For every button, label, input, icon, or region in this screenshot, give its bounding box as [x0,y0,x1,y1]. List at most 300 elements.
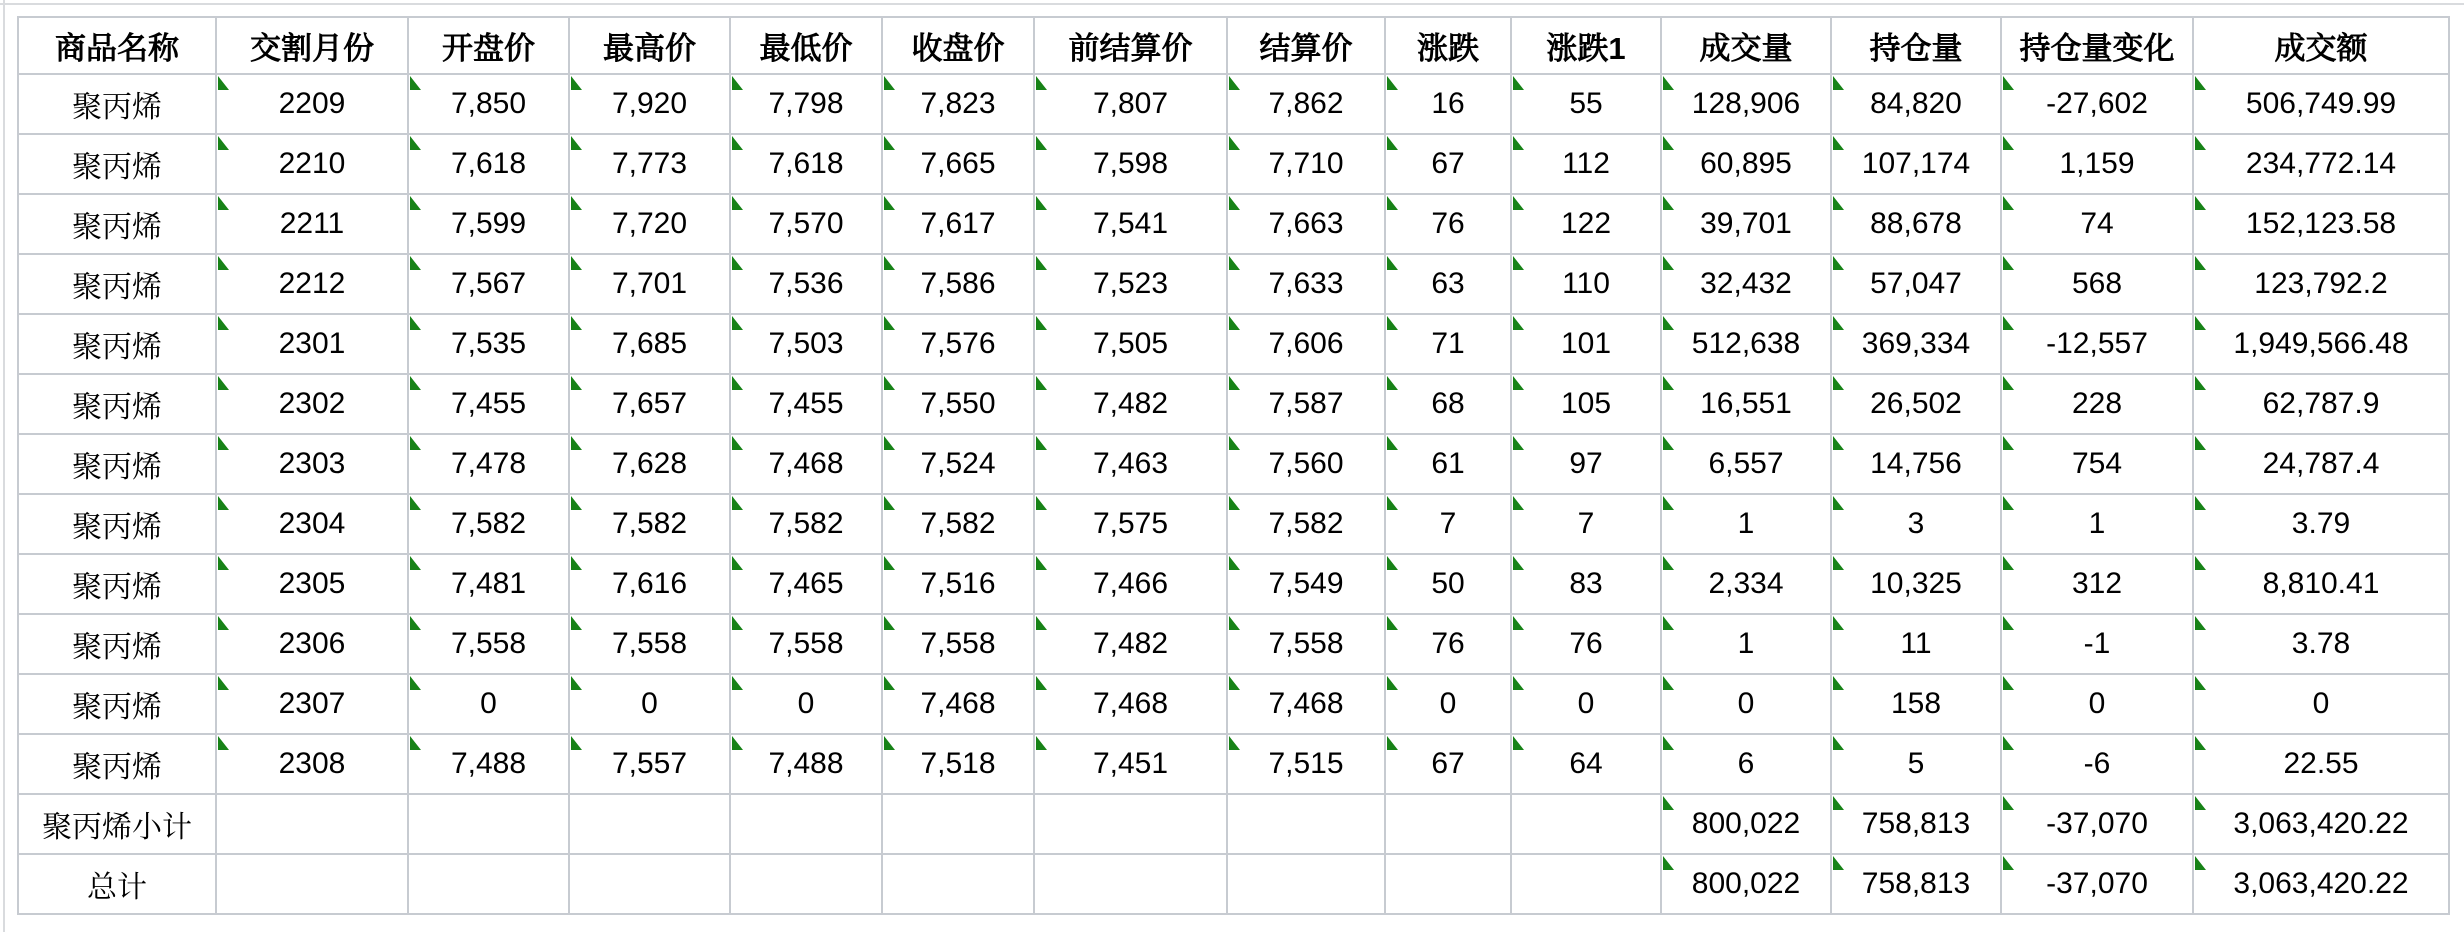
cell[interactable] [1385,854,1511,914]
cell[interactable] [569,434,730,494]
error-flag-triangle-icon [1036,436,1047,450]
cell[interactable] [216,254,408,314]
cell[interactable] [1511,434,1661,494]
cell[interactable] [216,554,408,614]
cell[interactable] [18,614,216,674]
cell[interactable] [569,734,730,794]
error-flag-triangle-icon [571,316,582,330]
cell[interactable] [1385,434,1511,494]
cell[interactable] [882,314,1034,374]
cell[interactable] [569,614,730,674]
column-header[interactable]: 商品名称 [18,17,216,74]
column-header[interactable]: 开盘价 [408,17,569,74]
error-flag-triangle-icon [884,676,895,690]
cell-value: 7,618 [768,147,844,180]
cell[interactable] [882,674,1034,734]
cell[interactable] [1511,494,1661,554]
cell[interactable] [1661,254,1831,314]
error-flag-triangle-icon [410,736,421,750]
cell[interactable] [569,374,730,434]
column-header[interactable]: 持仓量 [1831,17,2001,74]
cell[interactable] [569,794,730,854]
cell[interactable] [1661,434,1831,494]
cell[interactable] [408,794,569,854]
column-header[interactable]: 前结算价 [1034,17,1227,74]
cell[interactable] [569,674,730,734]
cell[interactable] [1227,374,1385,434]
cell[interactable] [1831,554,2001,614]
cell-value: 67 [1431,747,1465,780]
cell[interactable] [1511,614,1661,674]
error-flag-triangle-icon [1663,76,1674,90]
cell[interactable] [1034,194,1227,254]
error-flag-triangle-icon [1229,616,1240,630]
error-flag-triangle-icon [571,496,582,510]
error-flag-triangle-icon [1513,496,1524,510]
cell[interactable] [1227,554,1385,614]
error-flag-triangle-icon [2195,796,2206,810]
error-flag-triangle-icon [2195,616,2206,630]
error-flag-triangle-icon [1663,736,1674,750]
cell-value: 112 [1562,147,1610,180]
cell[interactable] [408,614,569,674]
error-flag-triangle-icon [1663,436,1674,450]
cell[interactable] [730,134,882,194]
cell[interactable] [882,374,1034,434]
cell[interactable] [2001,794,2193,854]
cell[interactable] [1034,734,1227,794]
cell-value: 83 [1569,567,1603,600]
cell[interactable] [1661,794,1831,854]
cell[interactable] [2001,374,2193,434]
cell[interactable] [1034,554,1227,614]
cell[interactable] [1385,554,1511,614]
cell[interactable] [2193,614,2449,674]
cell-value: 聚丙烯 [72,751,162,784]
cell[interactable] [2193,794,2449,854]
cell[interactable] [1511,74,1661,134]
error-flag-triangle-icon [1036,376,1047,390]
cell[interactable] [1831,854,2001,914]
column-header[interactable]: 涨跌1 [1511,17,1661,74]
cell[interactable] [882,134,1034,194]
cell-value: 7,478 [450,447,527,480]
cell-value: -37,070 [2046,867,2148,900]
cell[interactable] [569,854,730,914]
error-flag-triangle-icon [1663,376,1674,390]
cell-value: 0 [2312,687,2330,720]
cell[interactable] [216,374,408,434]
cell[interactable] [1661,554,1831,614]
cell[interactable] [1661,854,1831,914]
cell[interactable] [18,554,216,614]
cell[interactable] [216,74,408,134]
cell[interactable] [1831,734,2001,794]
cell-value: 7,582 [920,507,996,540]
cell[interactable] [1385,494,1511,554]
cell[interactable] [1385,794,1511,854]
cell[interactable] [216,194,408,254]
cell-value: 7,503 [768,327,844,360]
cell[interactable] [2001,854,2193,914]
cell-value: 7,807 [1092,87,1169,120]
cell[interactable] [1661,614,1831,674]
cell-value: 0 [1737,687,1755,720]
cell[interactable] [1034,74,1227,134]
cell[interactable] [1831,314,2001,374]
cell[interactable] [1661,494,1831,554]
cell[interactable] [1831,494,2001,554]
cell[interactable] [569,254,730,314]
cell[interactable] [408,194,569,254]
cell[interactable] [2001,74,2193,134]
cell[interactable] [18,494,216,554]
cell[interactable] [882,614,1034,674]
cell[interactable] [1034,134,1227,194]
cell[interactable] [2001,674,2193,734]
cell[interactable] [18,374,216,434]
cell[interactable] [1227,734,1385,794]
column-header[interactable]: 持仓量变化 [2001,17,2193,74]
cell[interactable] [408,374,569,434]
cell[interactable] [1831,194,2001,254]
cell[interactable] [1511,194,1661,254]
cell[interactable] [1385,254,1511,314]
cell[interactable] [1661,194,1831,254]
cell-value: 7,468 [1268,687,1344,720]
error-flag-triangle-icon [732,736,743,750]
cell[interactable] [216,314,408,374]
cell-value: 74 [2080,207,2114,240]
cell-value: 7,598 [1092,147,1169,180]
error-flag-triangle-icon [884,376,895,390]
cell[interactable] [882,74,1034,134]
column-header[interactable]: 成交量 [1661,17,1831,74]
cell[interactable] [18,254,216,314]
cell[interactable] [1511,674,1661,734]
cell[interactable] [2001,194,2193,254]
cell-value: 2307 [278,687,346,720]
cell[interactable] [1034,854,1227,914]
cell-value: 67 [1431,147,1465,180]
cell[interactable] [1227,614,1385,674]
cell[interactable] [730,314,882,374]
cell-value: 7,586 [920,267,996,300]
cell[interactable] [569,74,730,134]
cell-value: 7,468 [768,447,844,480]
cell[interactable] [2001,494,2193,554]
cell[interactable] [730,734,882,794]
cell[interactable] [1661,734,1831,794]
cell[interactable] [1831,674,2001,734]
cell[interactable] [1511,134,1661,194]
cell[interactable] [1511,794,1661,854]
cell-value: 聚丙烯 [72,631,162,664]
cell[interactable] [1831,614,2001,674]
error-flag-triangle-icon [2195,196,2206,210]
cell[interactable] [408,494,569,554]
cell[interactable] [1831,134,2001,194]
cell[interactable] [1385,614,1511,674]
error-flag-triangle-icon [218,196,229,210]
cell[interactable] [1385,74,1511,134]
cell[interactable] [1385,134,1511,194]
cell[interactable] [1661,374,1831,434]
cell-value: 84,820 [1870,87,1962,120]
cell-value: 7,773 [611,147,688,180]
error-flag-triangle-icon [410,436,421,450]
error-flag-triangle-icon [2003,496,2014,510]
cell[interactable] [1511,734,1661,794]
error-flag-triangle-icon [1663,556,1674,570]
error-flag-triangle-icon [2003,376,2014,390]
cell[interactable] [730,494,882,554]
cell[interactable] [2001,254,2193,314]
cell[interactable] [1385,374,1511,434]
cell[interactable] [2193,134,2449,194]
cell[interactable] [2001,554,2193,614]
cell[interactable] [1227,794,1385,854]
cell[interactable] [882,734,1034,794]
cell[interactable] [408,74,569,134]
cell[interactable] [730,434,882,494]
cell-value: 128,906 [1691,87,1801,120]
error-flag-triangle-icon [1036,316,1047,330]
cell[interactable] [1831,254,2001,314]
cell-value: 0 [2088,687,2106,720]
cell-value: 60,895 [1700,147,1792,180]
column-header[interactable]: 收盘价 [882,17,1034,74]
cell[interactable] [1227,494,1385,554]
cell[interactable] [1227,314,1385,374]
cell[interactable] [1034,374,1227,434]
column-header[interactable]: 交割月份 [216,17,408,74]
cell[interactable] [882,494,1034,554]
error-flag-triangle-icon [884,556,895,570]
cell[interactable] [730,854,882,914]
cell[interactable] [882,254,1034,314]
error-flag-triangle-icon [571,256,582,270]
cell[interactable] [1034,314,1227,374]
error-flag-triangle-icon [218,256,229,270]
cell[interactable] [1831,794,2001,854]
cell-value: -6 [2083,747,2111,780]
cell-value: 8,810.41 [2262,567,2380,600]
error-flag-triangle-icon [1229,496,1240,510]
cell[interactable] [2193,254,2449,314]
cell[interactable] [2001,614,2193,674]
column-header[interactable]: 最高价 [569,17,730,74]
cell[interactable] [730,254,882,314]
cell[interactable] [1661,674,1831,734]
error-flag-triangle-icon [1387,196,1398,210]
cell[interactable] [2193,554,2449,614]
cell-value: 0 [1439,687,1457,720]
cell[interactable] [2193,374,2449,434]
cell[interactable] [18,734,216,794]
cell[interactable] [216,134,408,194]
cell[interactable] [730,74,882,134]
cell[interactable] [1831,434,2001,494]
cell[interactable] [408,134,569,194]
cell[interactable] [1227,194,1385,254]
error-flag-triangle-icon [2195,856,2206,870]
cell[interactable] [1661,314,1831,374]
cell[interactable] [2193,74,2449,134]
cell[interactable] [1511,854,1661,914]
cell[interactable] [18,794,216,854]
cell[interactable] [216,494,408,554]
cell[interactable] [1661,74,1831,134]
cell[interactable] [569,314,730,374]
cell[interactable] [216,434,408,494]
cell[interactable] [408,734,569,794]
cell-value: 14,756 [1870,447,1962,480]
cell[interactable] [882,434,1034,494]
cell[interactable] [569,554,730,614]
cell[interactable] [1227,74,1385,134]
cell-value: 聚丙烯 [72,391,162,424]
cell[interactable] [2193,674,2449,734]
cell[interactable] [1034,434,1227,494]
cell[interactable] [1511,554,1661,614]
cell-value: 聚丙烯 [72,571,162,604]
error-flag-triangle-icon [1036,736,1047,750]
cell[interactable] [2193,314,2449,374]
cell[interactable] [1511,374,1661,434]
cell[interactable] [1034,794,1227,854]
cell[interactable] [408,554,569,614]
cell[interactable] [1385,674,1511,734]
cell[interactable] [1227,854,1385,914]
cell[interactable] [882,194,1034,254]
cell-value: 55 [1569,87,1603,120]
cell[interactable] [1034,614,1227,674]
cell[interactable] [1227,674,1385,734]
cell-value: 7,599 [450,207,527,240]
cell[interactable] [18,674,216,734]
cell[interactable] [1511,314,1661,374]
cell[interactable] [18,854,216,914]
cell-value: 7,617 [920,207,996,240]
cell[interactable] [216,674,408,734]
cell[interactable] [569,494,730,554]
cell[interactable] [2001,434,2193,494]
error-flag-triangle-icon [732,376,743,390]
cell[interactable] [882,854,1034,914]
cell[interactable] [1034,254,1227,314]
cell[interactable] [730,374,882,434]
error-flag-triangle-icon [732,676,743,690]
cell[interactable] [1227,134,1385,194]
error-flag-triangle-icon [1229,436,1240,450]
cell[interactable] [1385,734,1511,794]
cell[interactable] [882,794,1034,854]
cell[interactable] [1385,314,1511,374]
cell[interactable] [1661,134,1831,194]
cell[interactable] [730,794,882,854]
cell[interactable] [2193,854,2449,914]
cell[interactable] [1227,434,1385,494]
cell[interactable] [216,614,408,674]
cell-value: 568 [2071,267,2123,300]
cell[interactable] [2193,434,2449,494]
cell-value: 7,455 [768,387,844,420]
cell[interactable] [18,194,216,254]
cell[interactable] [18,74,216,134]
cell-value: 7,582 [768,507,844,540]
cell[interactable] [730,554,882,614]
cell-value: 2302 [278,387,346,420]
cell-value: 506,749.99 [2245,87,2397,120]
cell[interactable] [18,314,216,374]
cell[interactable] [408,254,569,314]
cell[interactable] [1227,254,1385,314]
cell-value: 7,685 [611,327,688,360]
error-flag-triangle-icon [2195,376,2206,390]
cell-value: 1 [2088,507,2106,540]
cell[interactable] [1831,374,2001,434]
error-flag-triangle-icon [732,436,743,450]
cell[interactable] [18,434,216,494]
error-flag-triangle-icon [1833,856,1844,870]
cell[interactable] [2001,314,2193,374]
cell[interactable] [216,794,408,854]
cell-value: 7,558 [450,627,527,660]
table-body [18,74,2449,914]
cell[interactable] [569,134,730,194]
table-row [18,134,2449,194]
cell-value: 7,587 [1268,387,1344,420]
cell[interactable] [569,194,730,254]
column-header[interactable]: 最低价 [730,17,882,74]
column-header[interactable]: 成交额 [2193,17,2449,74]
cell[interactable] [1831,74,2001,134]
cell[interactable] [2001,134,2193,194]
cell[interactable] [18,134,216,194]
cell-value: 7,536 [768,267,844,300]
error-flag-triangle-icon [884,76,895,90]
error-flag-triangle-icon [1513,196,1524,210]
column-header[interactable]: 结算价 [1227,17,1385,74]
cell[interactable] [408,854,569,914]
cell[interactable] [216,734,408,794]
cell[interactable] [408,434,569,494]
cell[interactable] [216,854,408,914]
cell[interactable] [730,194,882,254]
cell[interactable] [1385,194,1511,254]
cell[interactable] [882,554,1034,614]
cell[interactable] [2193,494,2449,554]
cell[interactable] [730,614,882,674]
cell[interactable] [730,674,882,734]
cell-value: 7,524 [920,447,996,480]
cell[interactable] [1034,674,1227,734]
cell-value: 聚丙烯 [72,691,162,724]
column-header[interactable]: 涨跌 [1385,17,1511,74]
cell[interactable] [408,314,569,374]
cell[interactable] [2193,194,2449,254]
error-flag-triangle-icon [1833,316,1844,330]
cell[interactable] [1034,494,1227,554]
cell[interactable] [408,674,569,734]
table-row [18,254,2449,314]
error-flag-triangle-icon [1036,496,1047,510]
cell[interactable] [1511,254,1661,314]
cell[interactable] [2193,734,2449,794]
cell[interactable] [2001,734,2193,794]
error-flag-triangle-icon [1833,736,1844,750]
